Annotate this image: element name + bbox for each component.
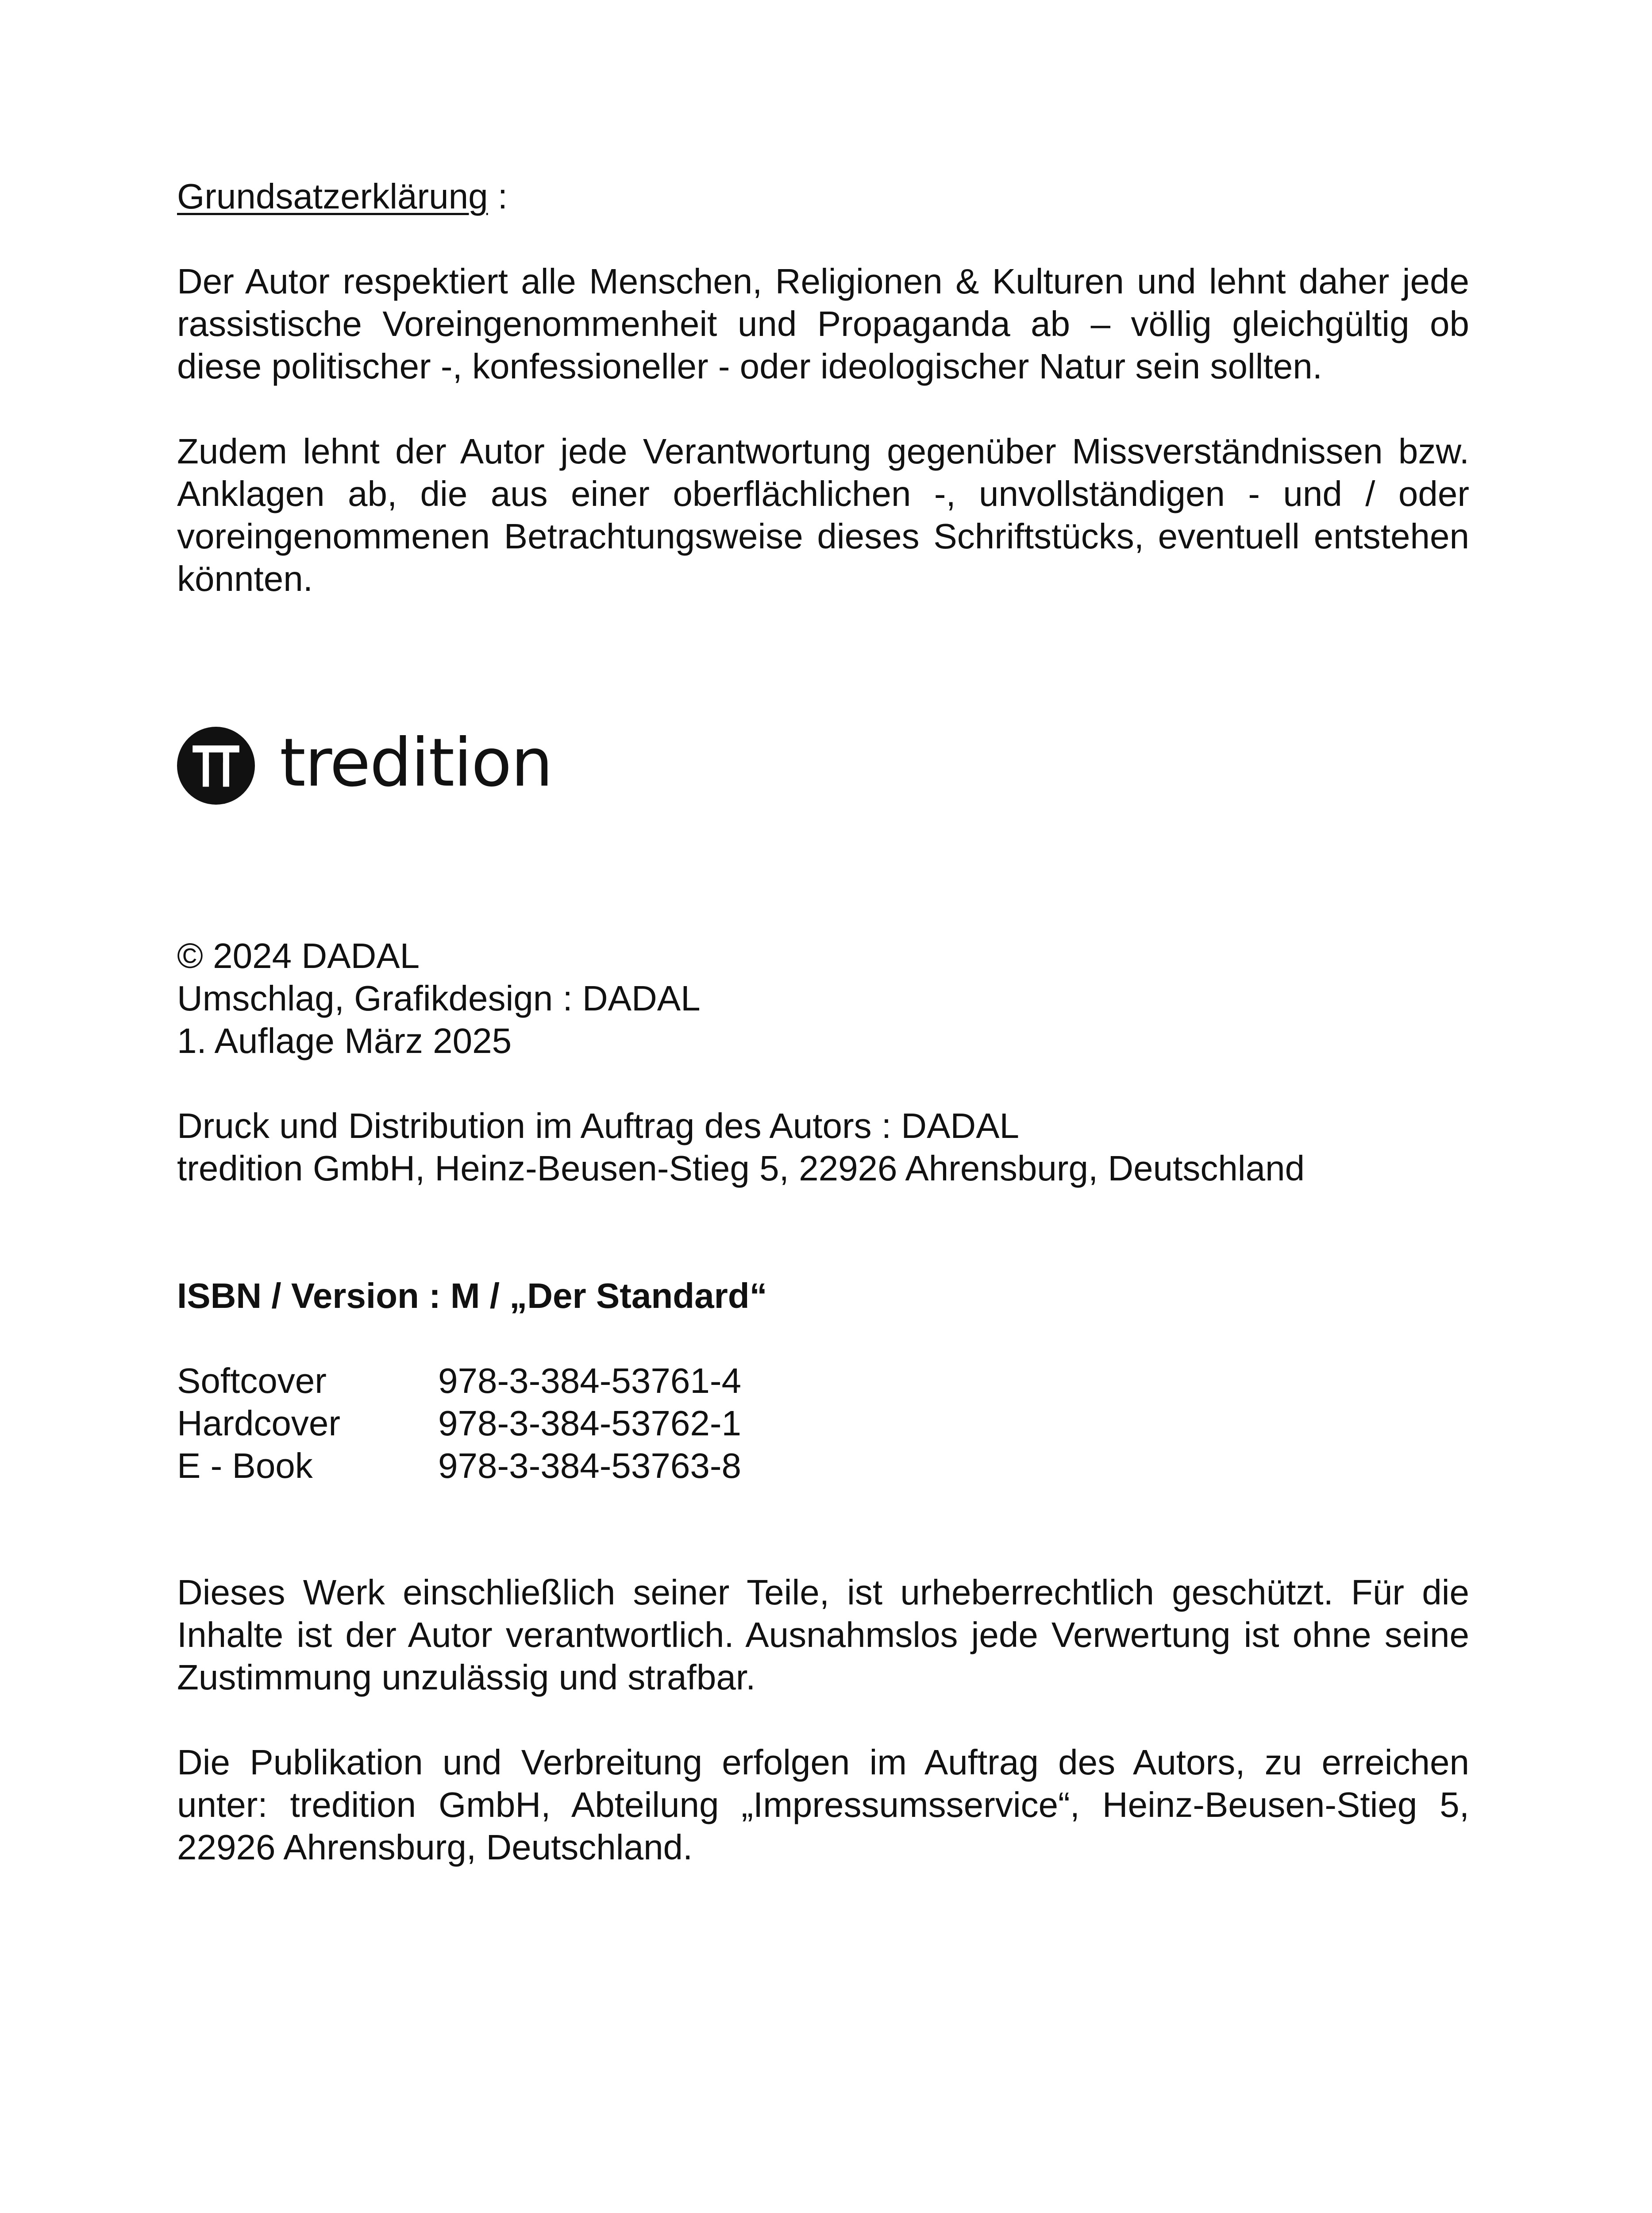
statement-paragraph: Zudem lehnt der Autor jede Verantwortung gegenüber Missverständnissen bzw. Anklagen ab, die aus einer oberflächlichen -, unvollständigen - und / oder voreingenommenen Betrachtungsweise dieses Schriftstücks, eventuell entstehen könnten. — [177, 432, 1469, 598]
print-block — [177, 1105, 1469, 1190]
imprint-line: © 2024 DADAL — [177, 936, 420, 975]
publisher-logo — [177, 726, 552, 806]
imprint-line: Umschlag, Grafikdesign : DADAL — [177, 979, 701, 1018]
isbn-table — [177, 1360, 741, 1487]
isbn-row — [177, 1402, 741, 1445]
tredition-logo-icon — [177, 727, 255, 805]
isbn-type: Hardcover — [177, 1403, 341, 1443]
isbn-number: 978-3-384-53763-8 — [438, 1446, 741, 1485]
imprint-line: 1. Auflage März 2025 — [177, 1021, 512, 1060]
isbn-row — [177, 1360, 741, 1402]
print-line: tredition GmbH, Heinz-Beusen-Stieg 5, 22926 Ahrensburg, Deutschland — [177, 1149, 1305, 1188]
statement-paragraph: Der Autor respektiert alle Menschen, Religionen & Kulturen und lehnt daher jede rassistische Voreingenommenheit und Propaganda ab – völlig gleichgültig ob diese politischer -, konfessioneller - oder ideologischer Natur sein sollten. — [177, 262, 1469, 386]
rights-paragraph: Dieses Werk einschließlich seiner Teile, ist urheberrechtlich geschützt. Für die Inhalte ist der Autor verantwortlich. Ausnahmslos jede Verwertung ist ohne seine Zustimmung unzulässig und strafbar. — [177, 1573, 1469, 1697]
rights-paragraph: Die Publikation und Verbreitung erfolgen im Auftrag des Autors, zu erreichen unter: tredition GmbH, Abteilung „Impressumsservice“, Heinz-Beusen-Stieg 5, 22926 Ahrensburg, Deutschland. — [177, 1743, 1469, 1867]
imprint-block — [177, 935, 1469, 1062]
isbn-type: Softcover — [177, 1361, 327, 1400]
isbn-number: 978-3-384-53762-1 — [438, 1403, 741, 1443]
print-line: Druck und Distribution im Auftrag des Autors : DADAL — [177, 1106, 1020, 1145]
logo-wordmark: tredition — [280, 725, 552, 802]
statement-heading-suffix: : — [488, 177, 508, 216]
isbn-number: 978-3-384-53761-4 — [438, 1361, 741, 1400]
isbn-title: ISBN / Version : M / „Der Standard“ — [177, 1276, 767, 1315]
rights-section — [177, 1571, 1469, 1869]
statement-heading — [177, 175, 1469, 218]
statement-section — [177, 175, 1469, 600]
statement-heading-label: Grundsatzerklärung — [177, 177, 488, 216]
isbn-row — [177, 1445, 741, 1487]
isbn-type: E - Book — [177, 1446, 313, 1485]
